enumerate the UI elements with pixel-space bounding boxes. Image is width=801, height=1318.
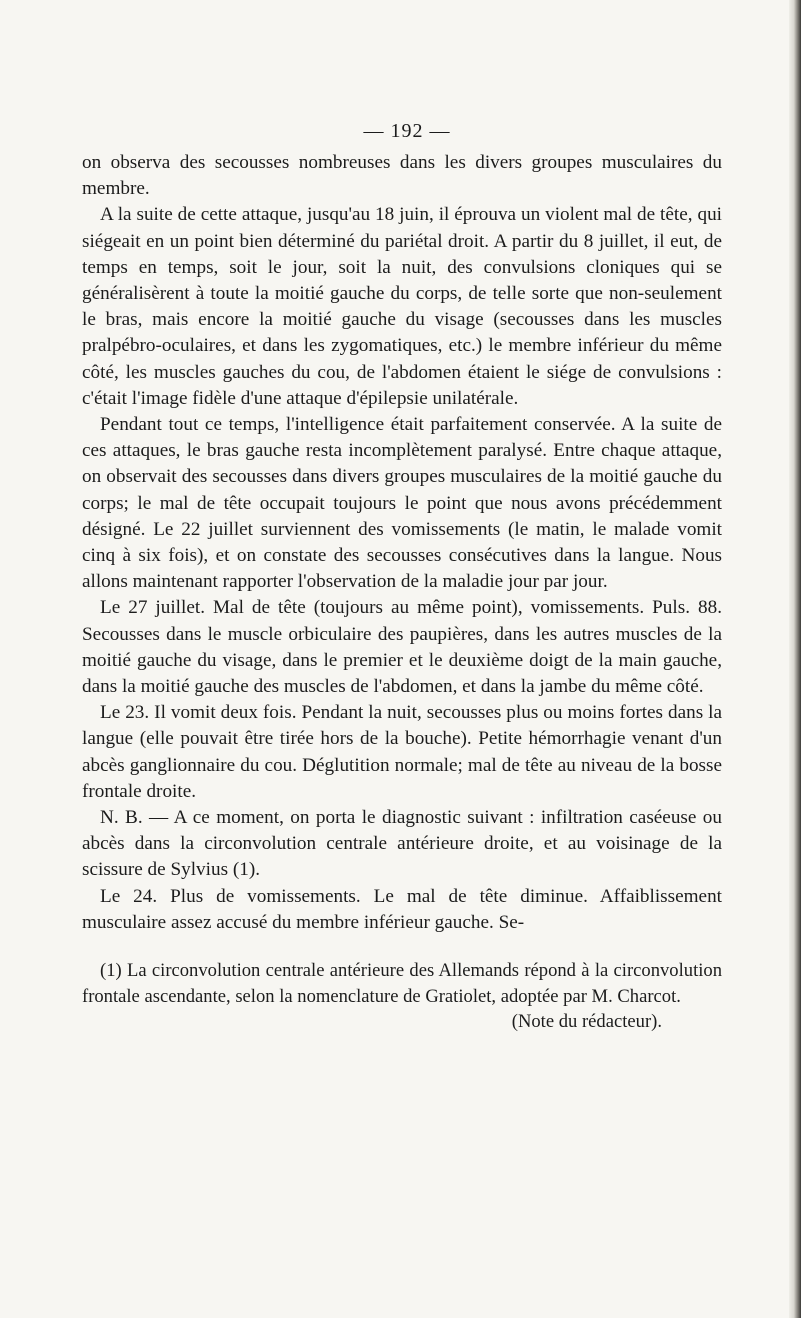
book-page xyxy=(82,118,722,1035)
paragraph: N. B. — A ce moment, on porta le diagnostic suivant : infiltration caséeuse ou abcès dans la circonvolution centrale antérieure droite, et au voisinage de la scissure de Sylvius (1). xyxy=(82,807,722,881)
footnote xyxy=(82,958,722,1035)
footnote-text: (1) La circonvolution centrale antérieure des Allemands répond à la circonvolution frontale ascendante, selon la nomenclature de Gratiolet, adoptée par M. Charcot. xyxy=(82,960,722,1007)
paragraph: A la suite de cette attaque, jusqu'au 18 juin, il éprouva un violent mal de tête, qui siégeait en un point bien déterminé du pariétal droit. A partir du 8 juillet, il eut, de temps en temps, soit le jour, soit la nuit, des convulsions cloniques qui se généralisèrent à toute la moitié gauche du corps, de telle sorte que non-seulement le bras, mais encore la moitié gauche du visage (secousses dans les muscles pralpébro-oculaires, et dans les zygomatiques, etc.) le membre inférieur du même côté, les muscles gauches du cou, de l'abdomen étaient le siége de convulsions : c'était l'image fidèle d'une attaque d'épilepsie unilatérale. xyxy=(82,204,722,409)
page-edge-shadow xyxy=(789,0,801,1318)
page-number: — 192 — xyxy=(363,120,451,142)
paragraph: Le 24. Plus de vomissements. Le mal de tête diminue. Affaiblissement musculaire assez accusé du membre inférieur gauche. Se- xyxy=(82,885,722,933)
paragraph: Le 27 juillet. Mal de tête (toujours au même point), vomissements. Puls. 88. Secousses dans le muscle orbiculaire des paupières, dans les autres muscles de la moitié gauche du visage, dans le premier et le deuxième doigt de la main gauche, dans la moitié gauche des muscles de l'abdomen, et dans la jambe du même côté. xyxy=(82,597,722,698)
footnote-attribution: (Note du rédacteur). xyxy=(511,1011,662,1033)
body-text xyxy=(82,150,722,936)
paragraph: Le 23. Il vomit deux fois. Pendant la nuit, secousses plus ou moins fortes dans la langue (elle pouvait être tirée hors de la bouche). Petite hémorrhagie venant d'un abcès ganglionnaire du cou. Déglutition normale; mal de tête au niveau de la bosse frontale droite. xyxy=(82,702,722,802)
footnote-attribution-line xyxy=(82,1009,722,1035)
paragraph: on observa des secousses nombreuses dans les divers groupes musculaires du membre. xyxy=(82,152,722,200)
paragraph: Pendant tout ce temps, l'intelligence était parfaitement conservée. A la suite de ces attaques, le bras gauche resta incomplètement paralysé. Entre chaque attaque, on observait des secousses dans divers groupes musculaires de la moitié gauche du corps; le mal de tête occupait toujours le point que nous avons précédemment désigné. Le 22 juillet surviennent des vomissements (le matin, le malade vomit cinq à six fois), et on constate des secousses consécutives dans la langue. Nous allons maintenant rapporter l'observation de la maladie jour par jour. xyxy=(82,414,722,593)
